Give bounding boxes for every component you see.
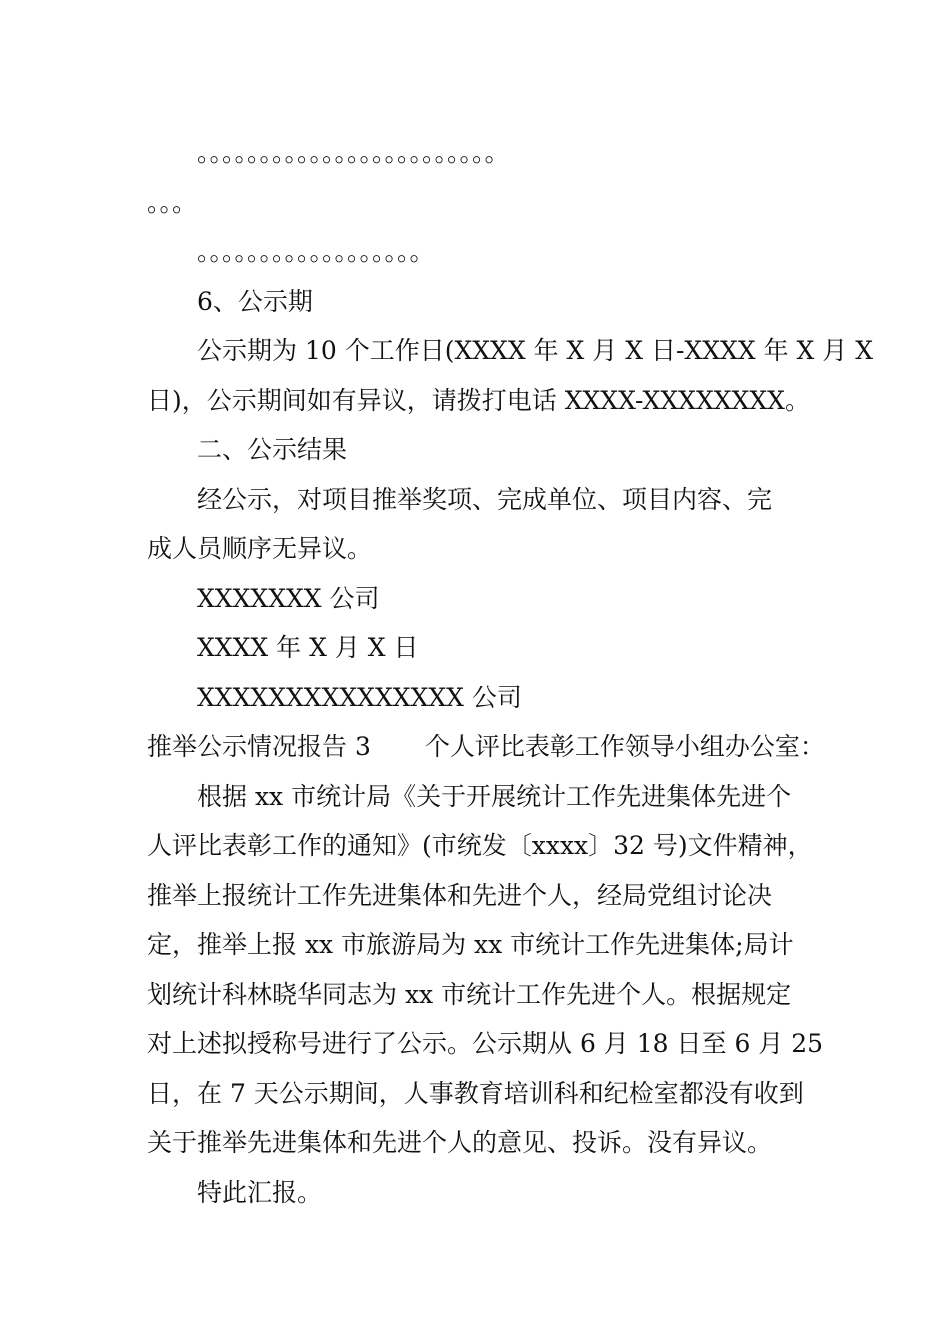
paragraph-line: 经公示，对项目推举奖项、完成单位、项目内容、完 [197, 484, 773, 514]
paragraph-line: 定，推举上报 xx 市旅游局为 xx 市统计工作先进集体;局计 [147, 930, 794, 959]
signature-date: XXXX 年 X 月 X 日 [197, 633, 419, 662]
report-addressee: 个人评比表彰工作领导小组办公室： [424, 732, 825, 761]
paragraph-line: 公示期为 10 个工作日(XXXX 年 X 月 X 日-XXXX 年 X 月 X [197, 336, 874, 365]
paragraph-line: 划统计科林晓华同志为 xx 市统计工作先进个人。根据规定 [147, 979, 792, 1009]
closing-remark: 特此汇报。 [197, 1177, 323, 1207]
paragraph-line: 根据 xx 市统计局《关于开展统计工作先进集体先进个 [197, 781, 792, 811]
period-paragraph [147, 326, 874, 425]
paragraph-line: 日，在 7 天公示期间，人事教育培训科和纪检室都没有收到 [147, 1078, 804, 1108]
document-page [147, 128, 874, 1217]
report-body-paragraph [147, 772, 824, 1168]
paragraph-line: 日)，公示期间如有异议，请拨打电话 XXXX-XXXXXXXX。 [147, 385, 810, 415]
ellipsis-line: 。。。 [147, 187, 198, 217]
report-title-line [147, 722, 825, 772]
paragraph-line: 关于推举先进集体和先进个人的意见、投诉。没有异议。 [147, 1128, 773, 1157]
paragraph-line: 人评比表彰工作的通知》(市统发〔xxxx〕32 号)文件精神， [147, 831, 813, 860]
ellipsis-line: 。。。。。。。。。。。。。。。。。。。。。。。。 [197, 138, 510, 167]
result-paragraph [147, 475, 815, 574]
company-name: XXXXXXX 公司 [197, 583, 380, 613]
section-heading-period: 6、公示期 [197, 286, 313, 316]
ellipsis-line: 。。。。。。。。。。。。。。。。。。 [197, 237, 435, 266]
paragraph-line: 对上述拟授称号进行了公示。公示期从 6 月 18 日至 6 月 25 [147, 1029, 824, 1058]
paragraph-line: 推举上报统计工作先进集体和先进个人，经局党组讨论决 [147, 880, 773, 910]
report-title: 推举公示情况报告 3 [147, 732, 371, 761]
company-name: XXXXXXXXXXXXXXX 公司 [197, 682, 522, 712]
section-heading-result: 二、公示结果 [197, 435, 348, 464]
paragraph-line: 成人员顺序无异议。 [147, 534, 373, 563]
